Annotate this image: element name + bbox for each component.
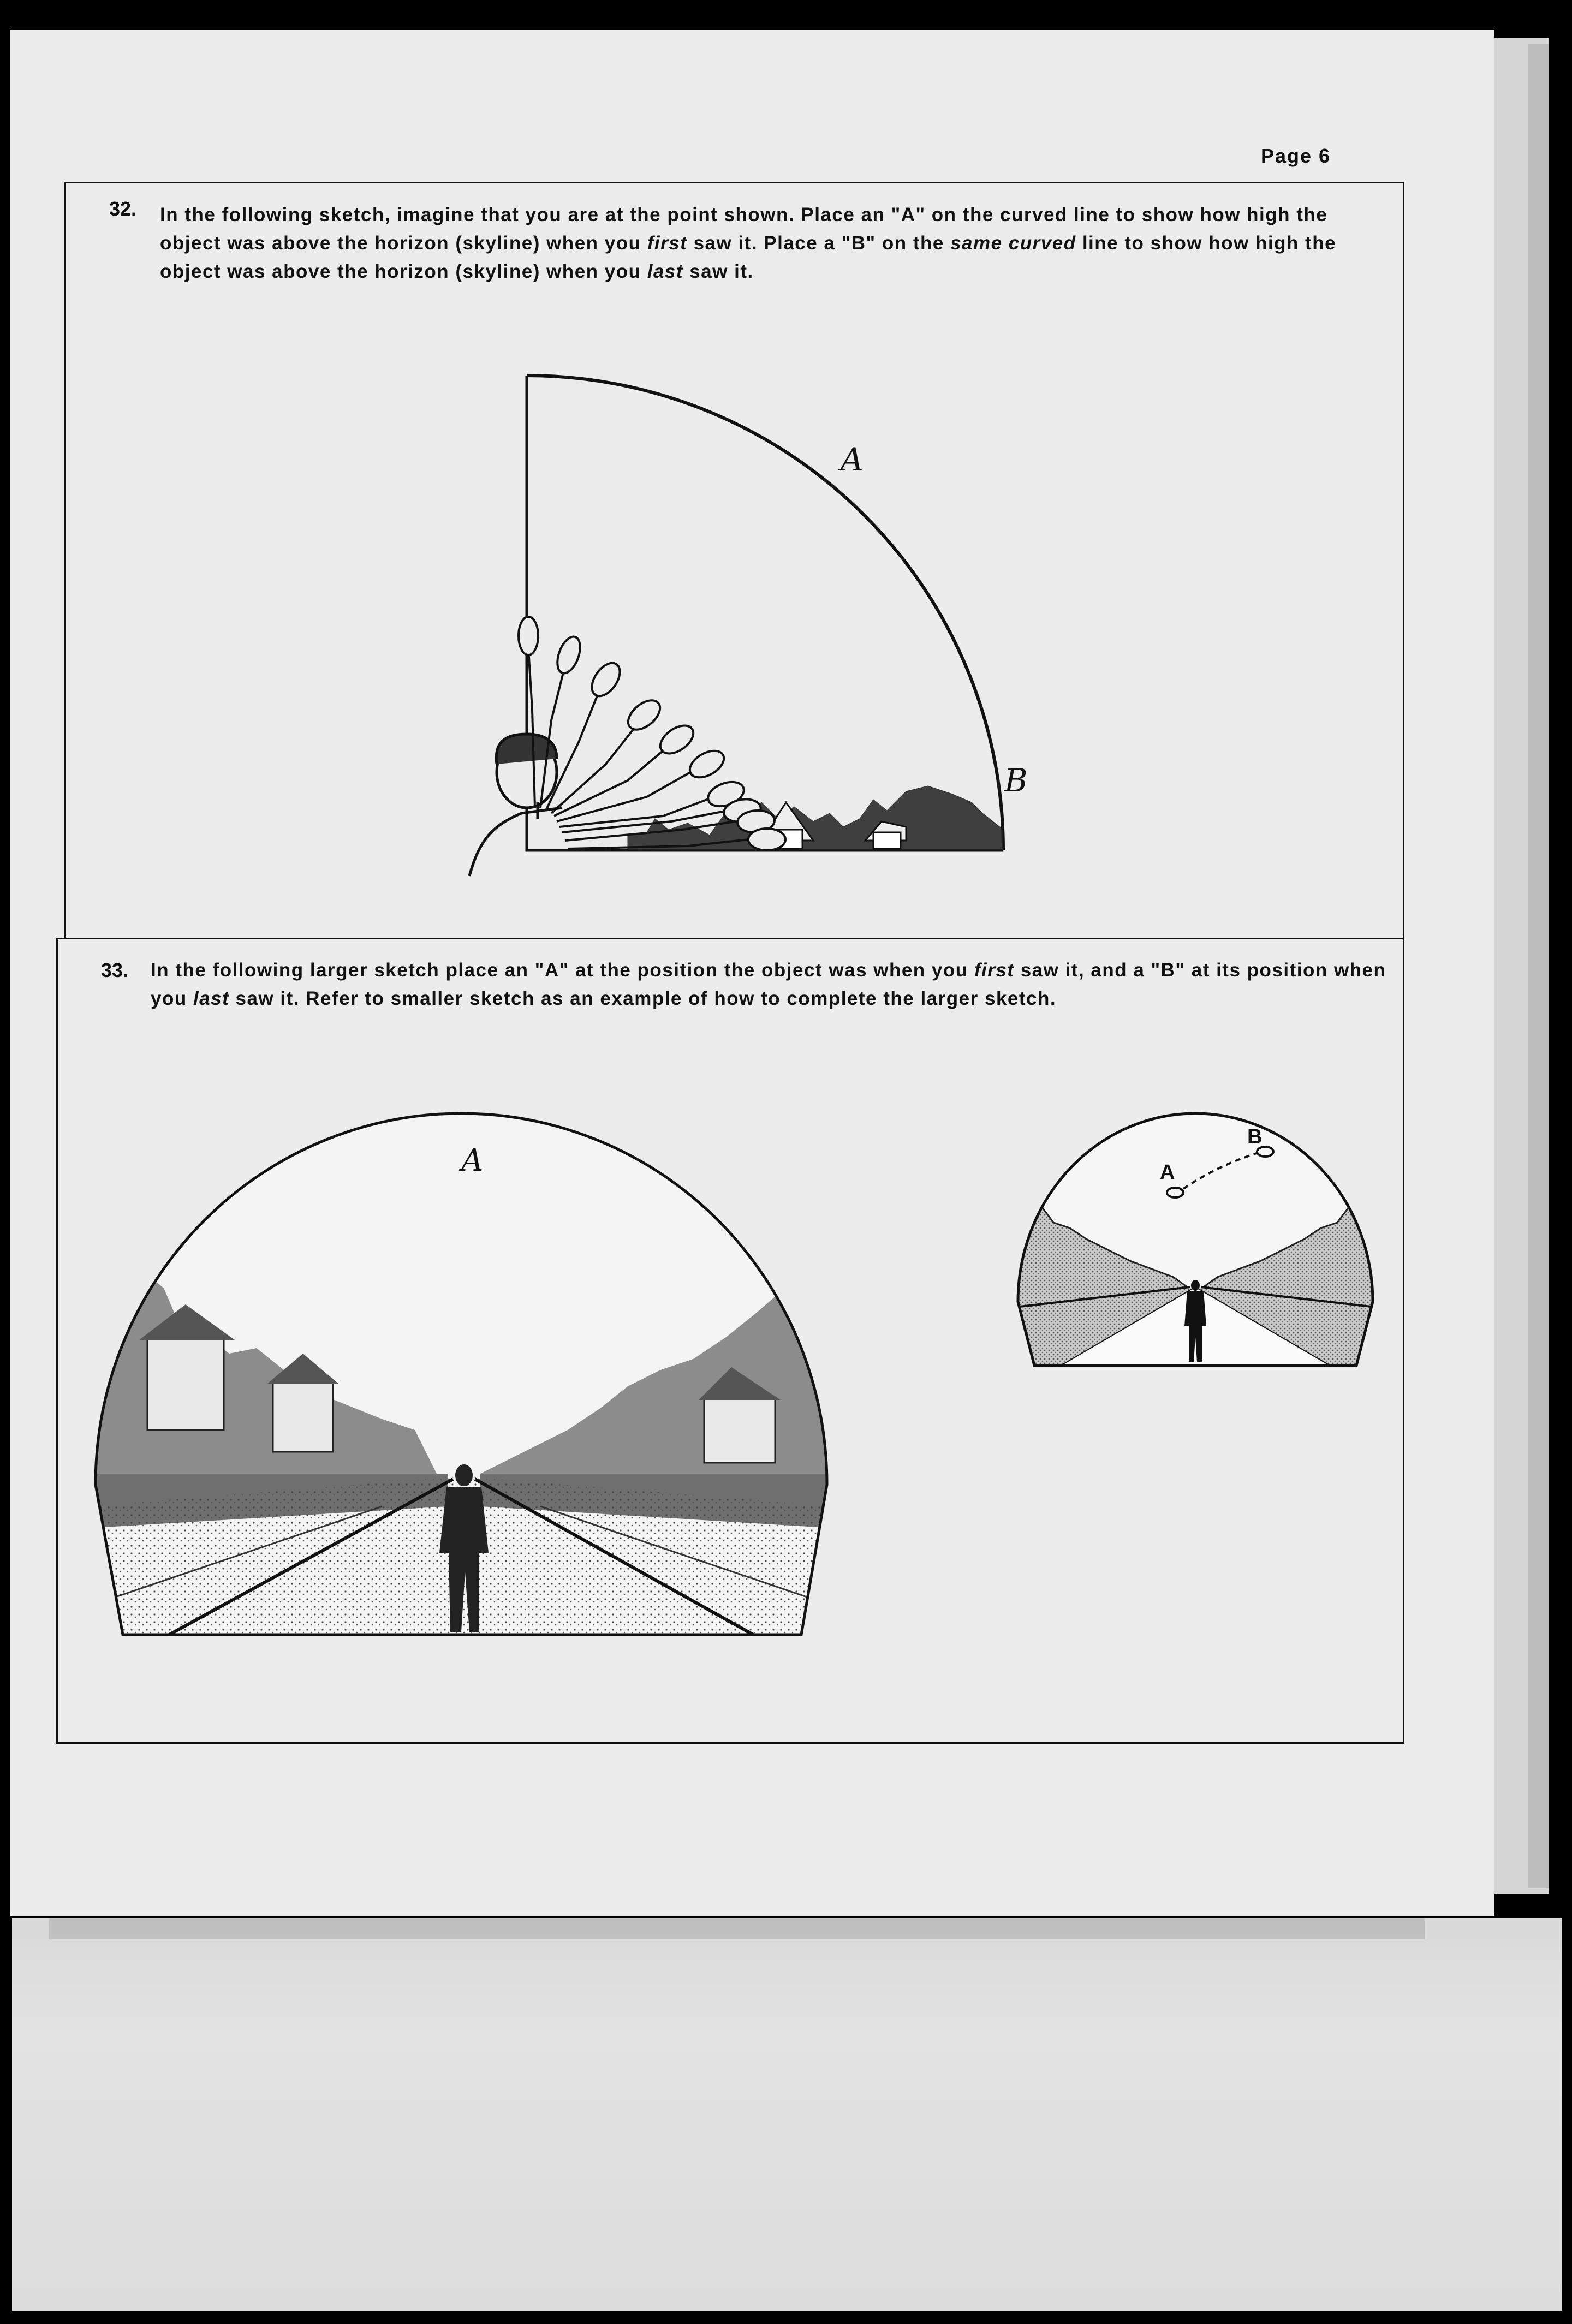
question-33-text-part: In the following larger sketch place an "A" at the position the object was when you (151, 960, 974, 981)
question-32-text-part: line to show how high the object was above the horizon (skyline) when you (160, 233, 1337, 282)
question-33-text-part: saw it, and a "B" at its position when you (151, 960, 1386, 1009)
handwritten-a-32: A (841, 441, 864, 478)
large-street-sketch (87, 1113, 835, 1637)
emphasis-first: first (974, 960, 1015, 981)
example-label-a: A (1160, 1161, 1175, 1184)
emphasis-same-curved: same curved (950, 233, 1076, 254)
small-example-sketch (1010, 1108, 1381, 1370)
question-32-text-part: In the following sketch, imagine that you are at the point shown. Place an "A" on the curved line to show how high the object was above the horizon (skyline) when you (160, 204, 1328, 254)
handwritten-a-33: A (461, 1143, 484, 1178)
left-house (147, 1337, 224, 1430)
emphasis-last: last (647, 261, 684, 282)
emphasis-first: first (647, 233, 688, 254)
right-house (704, 1397, 775, 1463)
question-32-text-part: saw it. Place a "B" on the (687, 233, 951, 254)
question-33-text-part: saw it. Refer to smaller sketch as an example of how to complete the larger sketch. (229, 988, 1057, 1009)
handwritten-b-32: B (1004, 762, 1028, 799)
example-label-b: B (1247, 1125, 1263, 1148)
question-32-number: 32. (109, 198, 137, 220)
question-33-number: 33. (101, 959, 129, 981)
question-32-text-part: saw it. (683, 261, 754, 282)
page-number: Page 6 (1261, 145, 1331, 167)
emphasis-last: last (193, 988, 230, 1009)
